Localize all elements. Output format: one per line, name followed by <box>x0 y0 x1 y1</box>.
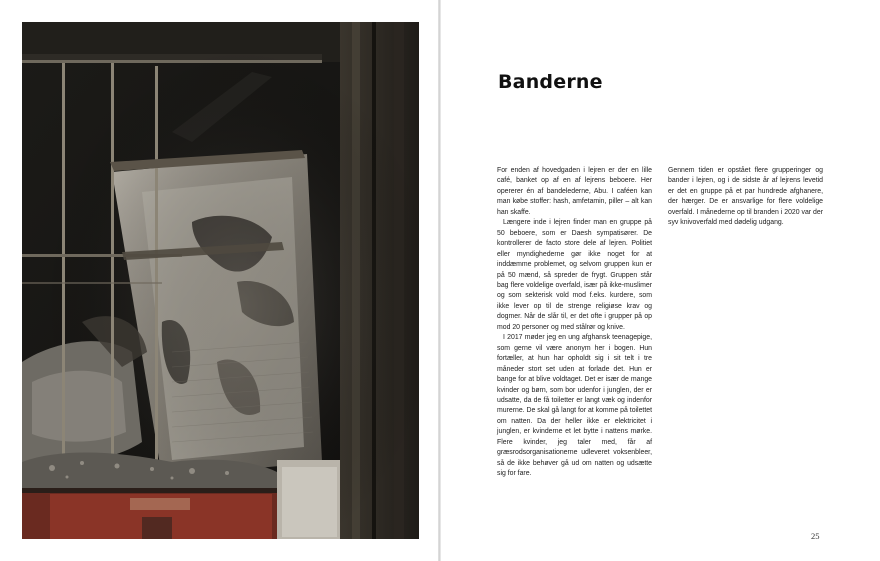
paragraph: For enden af hovedgaden i lejren er der en lille café, banket op af en af lejrens beboere. Her opererer én af bandelederne, Abu. I caféen kan man købe stoffer: hash, amfetamin, piller – alt kan han skaffe. <box>497 167 652 216</box>
text-column-left <box>497 166 652 480</box>
paragraph: Gennem tiden er opstået flere grupperinger og bander i lejren, og i de sidste år af lejrens levetid er det en gruppe på et par hundrede afghanere, der hærger. De er ansvarlige for flere voldelige overfald. I månederne op til branden i 2020 var der syv knivoverfald med dødelig udgang. <box>668 167 823 227</box>
burned-room-photo <box>22 22 419 539</box>
photo-illustration <box>22 22 419 539</box>
paragraph: Længere inde i lejren finder man en gruppe på 50 beboere, som er Daesh sympatisører. De kontrollerer de facto store dele af lejren. Politiet eller myndighederne gør ikke noget for at inddæmme problemet, og selvom gruppen kun er på 50 mænd, så spreder de frygt. Gruppen står bag flere voldelige overfald, især på ikke-muslimer og som sekterisk vold mod f.eks. kurdere, som ikke lever op til de strenge religiøse krav og dogmer. Når de slår til, er det ofte i grupper på op mod 20 personer og med stålrør og knive. <box>497 219 652 331</box>
paragraph: I 2017 møder jeg en ung afghansk teenagepige, som gerne vil være anonym her i bogen. Hun fortæller, at hun har opholdt sig i sit telt i tre måneder stort set uden at forlade det. Hun er bange for at blive voldtaget. Det er især de mange kvinder og børn, som bor udenfor i junglen, der er udsatte, da de få toiletter er langt væk og indenfor murerne. De skal gå langt for at komme på toilettet om natten. Da der heller ikke er elektricitet i junglen, er kvinderne et let bytte i nattens mørke. Flere kvinder, jeg taler med, får af græsrodsorganisationerne udleveret voksenbleer, så de ikke behøver gå ud om natten og udsætte sig for fare. <box>497 334 652 478</box>
text-column-right <box>668 166 823 229</box>
page-number: 25 <box>811 531 820 541</box>
book-gutter <box>438 0 441 561</box>
chapter-title: Banderne <box>498 70 603 93</box>
